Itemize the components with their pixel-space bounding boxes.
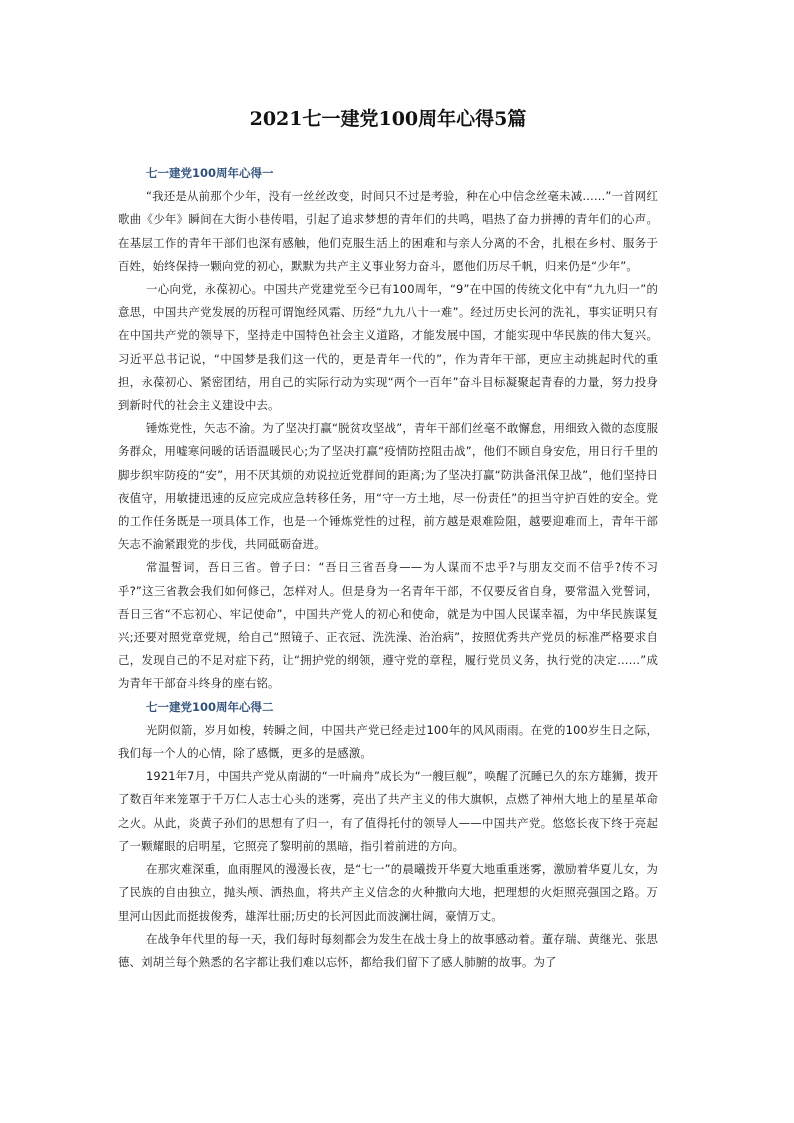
document-body (118, 162, 658, 974)
document-title: 2021七一建党100周年心得5篇 (249, 108, 527, 130)
paragraph: 在那灾难深重，血雨腥风的漫漫长夜，是“七一”的晨曦拨开华夏大地重重迷雾，激励着华夏儿女，为了民族的自由独立，抛头颅、洒热血，将共产主义信念的火种撒向大地，把理想的火炬照亮强国之路。万里河山因此而挺拔俊秀，雄浑壮丽;历史的长河因此而波澜壮阔，豪情万丈。 (118, 862, 658, 923)
paragraph: 光阴似箭，岁月如梭，转瞬之间，中国共产党已经走过100年的风风雨雨。在党的100岁生日之际，我们每一个人的心情，除了感慨，更多的是感激。 (118, 722, 658, 761)
paragraph: 一心向党，永葆初心。中国共产党建党至今已有100周年，“9”在中国的传统文化中有“九九归一”的意思，中国共产党发展的历程可谓饱经风霜、历经“九九八十一难”。经过历史长河的洗礼，事实证明只有在中国共产党的领导下，坚持走中国特色社会主义道路，才能发展中国，才能实现中华民族的伟大复兴。习近平总书记说，“中国梦是我们这一代的，更是青年一代的”，作为青年干部，更应主动挑起时代的重担，永葆初心、紧密团结，用自己的实际行动为实现“两个一百年”奋斗目标凝聚起青春的力量，努力投身到新时代的社会主义建设中去。 (118, 282, 658, 413)
paragraph: “我还是从前那个少年，没有一丝丝改变，时间只不过是考验，种在心中信念丝毫未减……”一首网红歌曲《少年》瞬间在大街小巷传唱，引起了追求梦想的青年们的共鸣，唱热了奋力拼搏的青年们的心声。在基层工作的青年干部们也深有感触，他们克服生活上的困难和与亲人分离的不舍，扎根在乡村、服务于百姓，始终保持一颗向党的初心，默默为共产主义事业努力奋斗，愿他们历尽千帆，归来仍是“少年”。 (118, 189, 658, 273)
paragraph: 在战争年代里的每一天，我们每时每刻都会为发生在战士身上的故事感动着。董存瑞、黄继光、张思德、刘胡兰每个熟悉的名字都让我们难以忘怀，都给我们留下了感人肺腑的故事。为了 (118, 931, 658, 969)
paragraph: 常温誓词，吾日三省。曾子曰：“吾日三省吾身——为人谋而不忠乎?与朋友交而不信乎?传不习乎?”这三省教会我们如何修己，怎样对人。但是身为一名青年干部，不仅要反省自身，要常温入党誓词，吾日三省“不忘初心、牢记使命”，中国共产党人的初心和使命，就是为中国人民谋幸福，为中华民族谋复兴;还要对照党章党规，给自己“照镜子、正衣冠、洗洗澡、治治病”，按照优秀共产党员的标准严格要求自己，发现自己的不足对症下药，让“拥护党的纲领，遵守党的章程，履行党员义务，执行党的决定……”成为青年干部奋斗终身的座右铭。 (118, 560, 658, 691)
paragraph: 1921年7月，中国共产党从南湖的“一叶扁舟”成长为“一艘巨舰”，唤醒了沉睡已久的东方雄狮，拨开了数百年来笼罩于千万仁人志士心头的迷雾，亮出了共产主义的伟大旗帜，点燃了神州大地上的星星革命之火。从此，炎黄子孙们的思想有了归一，有了值得托付的领导人——中国共产党。悠悠长夜下终于亮起了一颗耀眼的启明星，它照亮了黎明前的黑暗，指引着前进的方向。 (118, 769, 658, 853)
paragraph: 锤炼党性，矢志不渝。为了坚决打赢“脱贫攻坚战”，青年干部们丝毫不敢懈怠，用细致入微的态度服务群众，用嘘寒问暖的话语温暖民心;为了坚决打赢“疫情防控阻击战”，他们不顾自身安危，用日行千里的脚步织牢防疫的“安”，用不厌其烦的劝说拉近党群间的距离;为了坚决打赢“防洪备汛保卫战”，他们坚持日夜值守，用敏捷迅速的反应完成应急转移任务，用“守一方土地，尽一份责任”的担当守护百姓的安全。党的工作任务既是一项具体工作，也是一个锤炼党性的过程，前方越是艰难险阻，越要迎难而上，青年干部矢志不渝紧跟党的步伐，共同砥砺奋进。 (118, 421, 658, 552)
section-heading: 七一建党100周年心得一 (146, 166, 274, 180)
section-heading: 七一建党100周年心得二 (146, 699, 274, 714)
